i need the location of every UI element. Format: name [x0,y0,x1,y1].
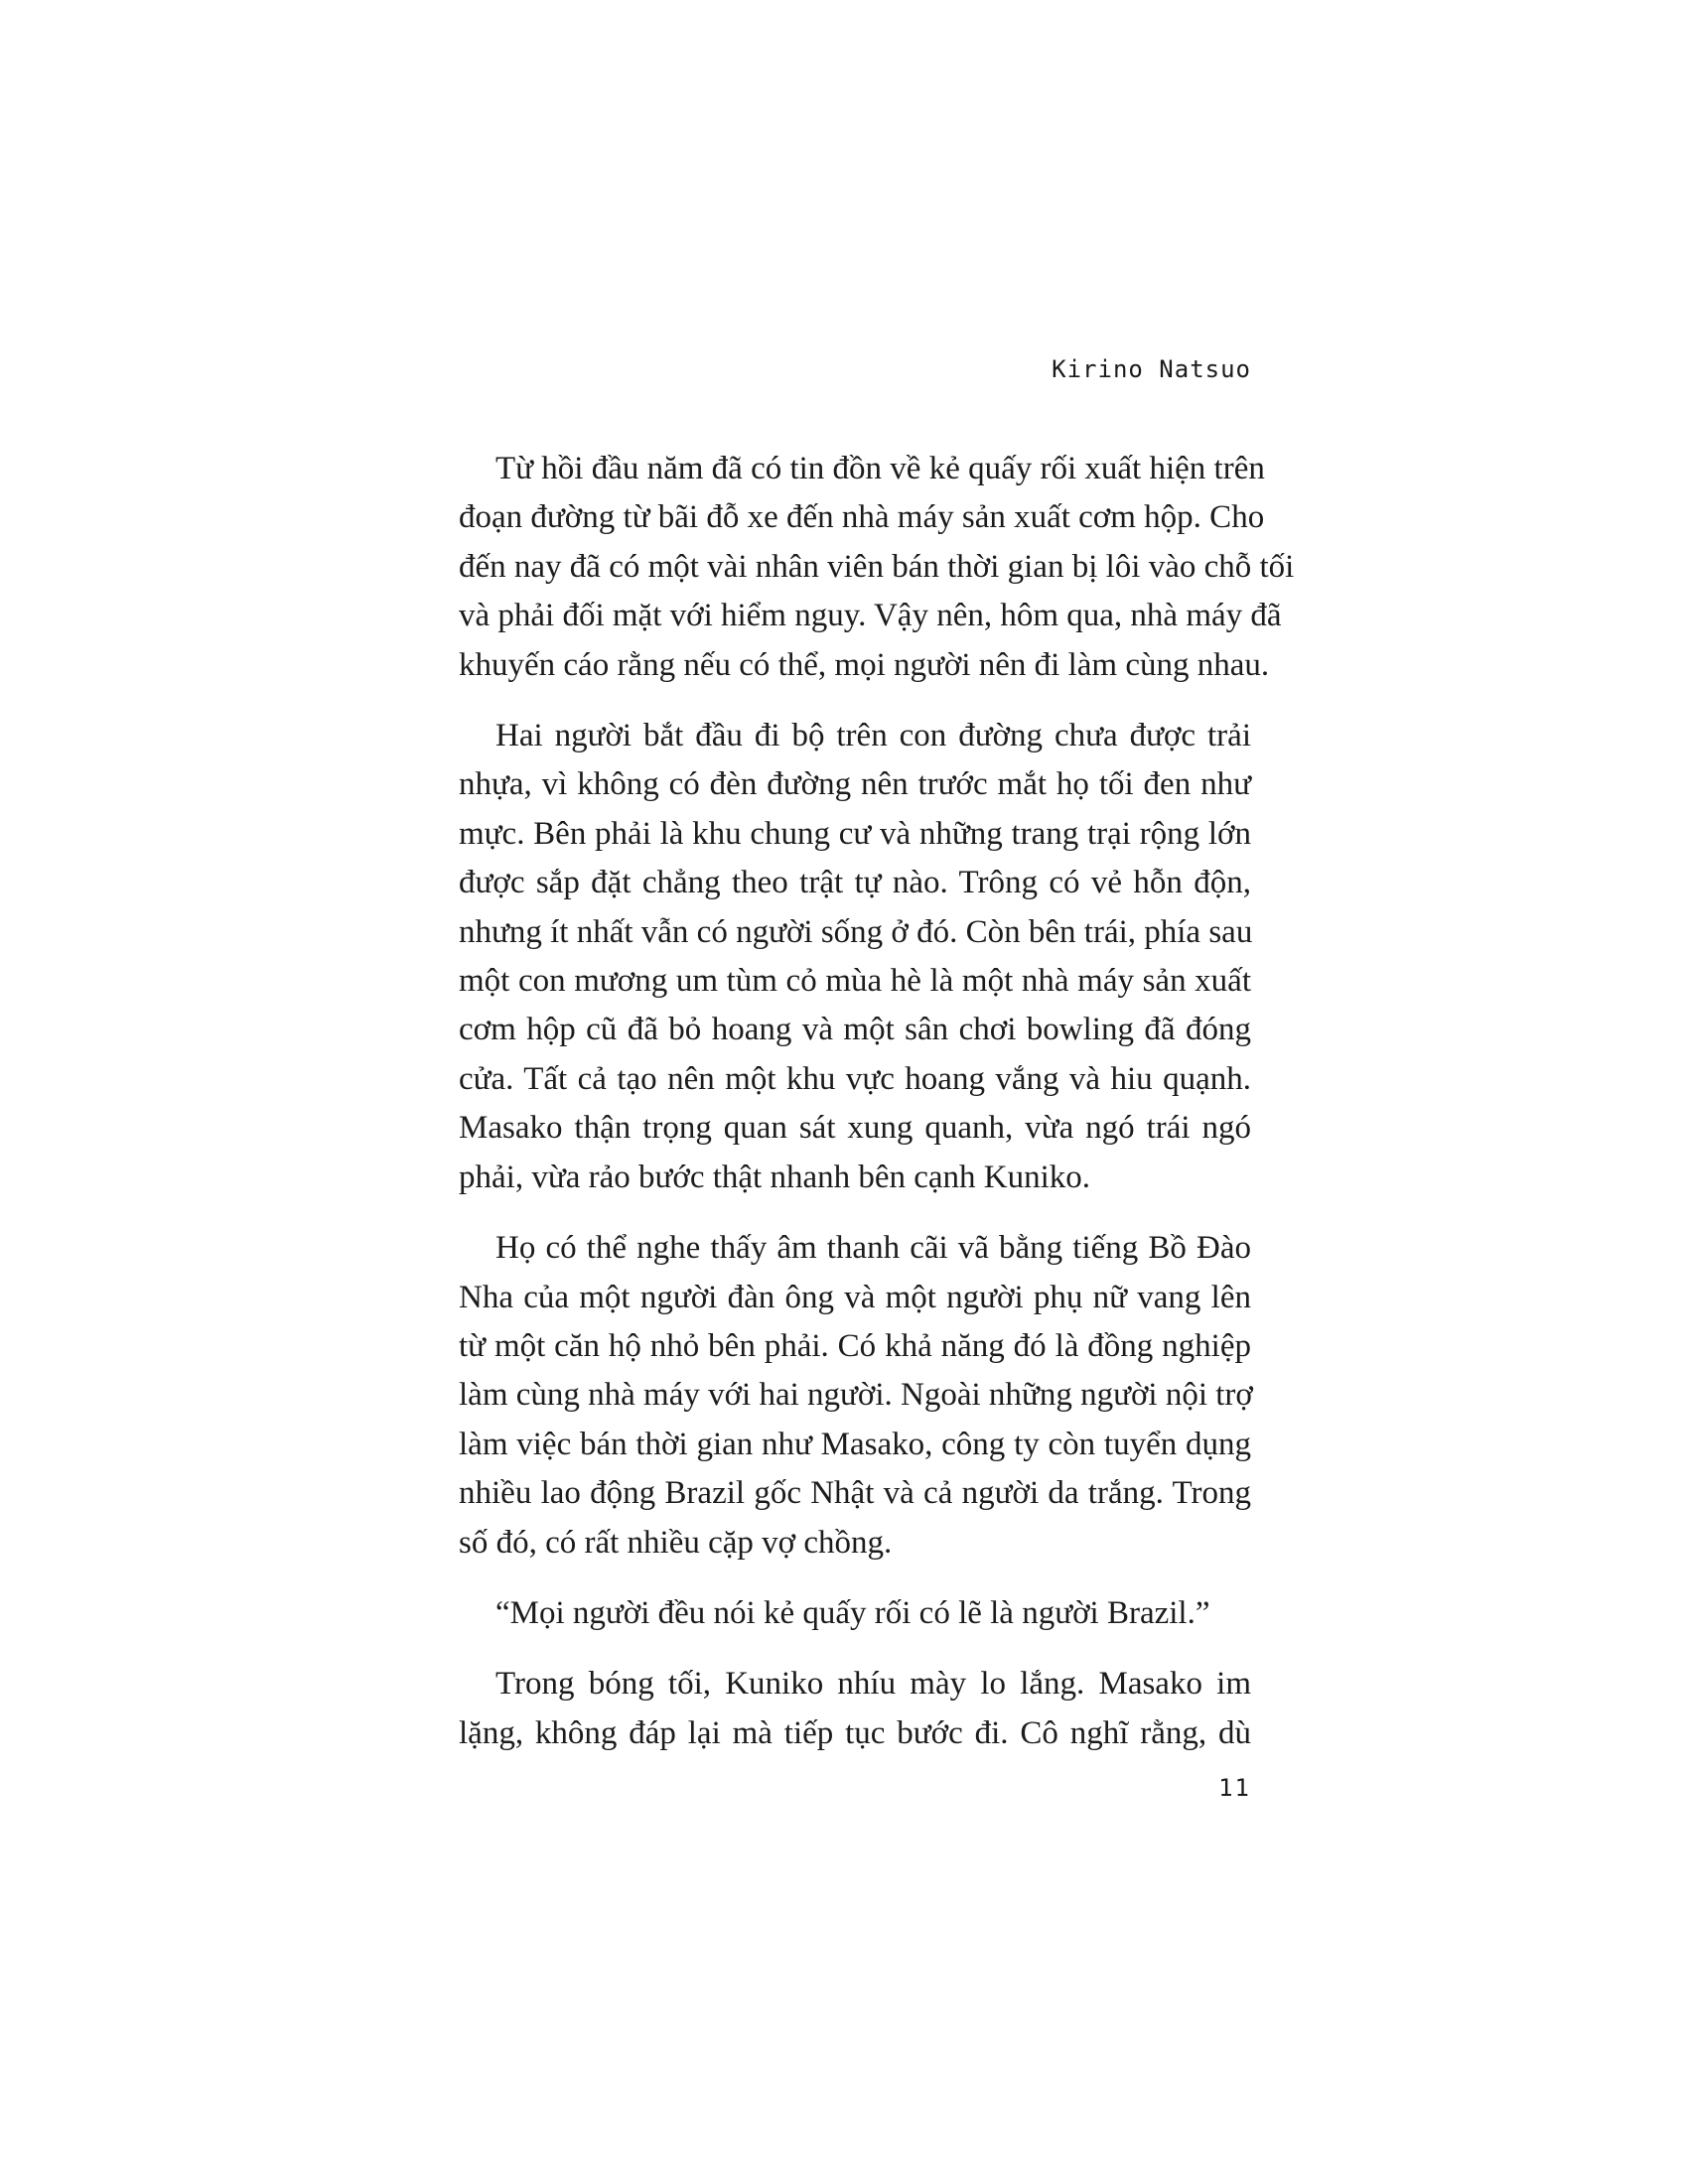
text-line: Trong bóng tối, Kuniko nhíu mày lo lắng. Masako im [495,1666,1251,1703]
body-text [459,445,1295,1780]
text-line: nhựa, vì không có đèn đường nên trước mắt họ tối đen như [459,766,1251,803]
text-line: và phải đối mặt với hiểm nguy. Vậy nên, hôm qua, nhà máy đã [459,598,1282,634]
text-line: đoạn đường từ bãi đỗ xe đến nhà máy sản xuất cơm hộp. Cho [459,499,1265,536]
text-line: nhiều lao động Brazil gốc Nhật và cả người da trắng. Trong [459,1475,1251,1512]
text-line: nhưng ít nhất vẫn có người sống ở đó. Còn bên trái, phía sau [459,913,1253,950]
text-line: cơm hộp cũ đã bỏ hoang và một sân chơi bowling đã đóng [459,1012,1251,1048]
text-line: mực. Bên phải là khu chung cư và những trang trại rộng lớn [459,815,1251,852]
text-line: từ một căn hộ nhỏ bên phải. Có khả năng đó là đồng nghiệp [459,1327,1251,1364]
paragraph [459,1660,1251,1758]
text-line: khuyến cáo rằng nếu có thể, mọi người nên đi làm cùng nhau. [459,646,1270,683]
text-line: Nha của một người đàn ông và một người phụ nữ vang lên [459,1279,1251,1315]
page-number: 11 [1218,1774,1251,1802]
text-line: phải, vừa rảo bước thật nhanh bên cạnh Kuniko. [459,1159,1091,1195]
text-line: Masako thận trọng quan sát xung quanh, vừa ngó trái ngó [459,1110,1251,1147]
text-line: làm cùng nhà máy với hai người. Ngoài những người nội trợ [459,1377,1253,1414]
text-line: số đó, có rất nhiều cặp vợ chồng. [459,1524,893,1561]
running-header-author: Kirino Natsuo [1052,355,1251,383]
text-line: “Mọi người đều nói kẻ quấy rối có lẽ là người Brazil.” [495,1594,1210,1631]
text-line: làm việc bán thời gian như Masako, công ty còn tuyển dụng [459,1426,1251,1462]
text-line: một con mương um tùm cỏ mùa hè là một nhà máy sản xuất [459,963,1251,1000]
paragraph [459,712,1251,1202]
text-line: Hai người bắt đầu đi bộ trên con đường chưa được trải [495,718,1251,754]
text-line: Họ có thể nghe thấy âm thanh cãi vã bằng tiếng Bồ Đào [495,1230,1251,1267]
text-line: lặng, không đáp lại mà tiếp tục bước đi. Cô nghĩ rằng, dù [459,1714,1251,1751]
paragraph [459,1589,1251,1638]
text-line: cửa. Tất cả tạo nên một khu vực hoang vắng và hiu quạnh. [459,1060,1251,1097]
paragraph [459,445,1295,690]
text-line: đến nay đã có một vài nhân viên bán thời gian bị lôi vào chỗ tối [459,548,1295,585]
text-line: Từ hồi đầu năm đã có tin đồn về kẻ quấy rối xuất hiện trên [495,451,1265,486]
paragraph [459,1224,1251,1568]
text-line: được sắp đặt chẳng theo trật tự nào. Trông có vẻ hỗn độn, [459,865,1251,901]
